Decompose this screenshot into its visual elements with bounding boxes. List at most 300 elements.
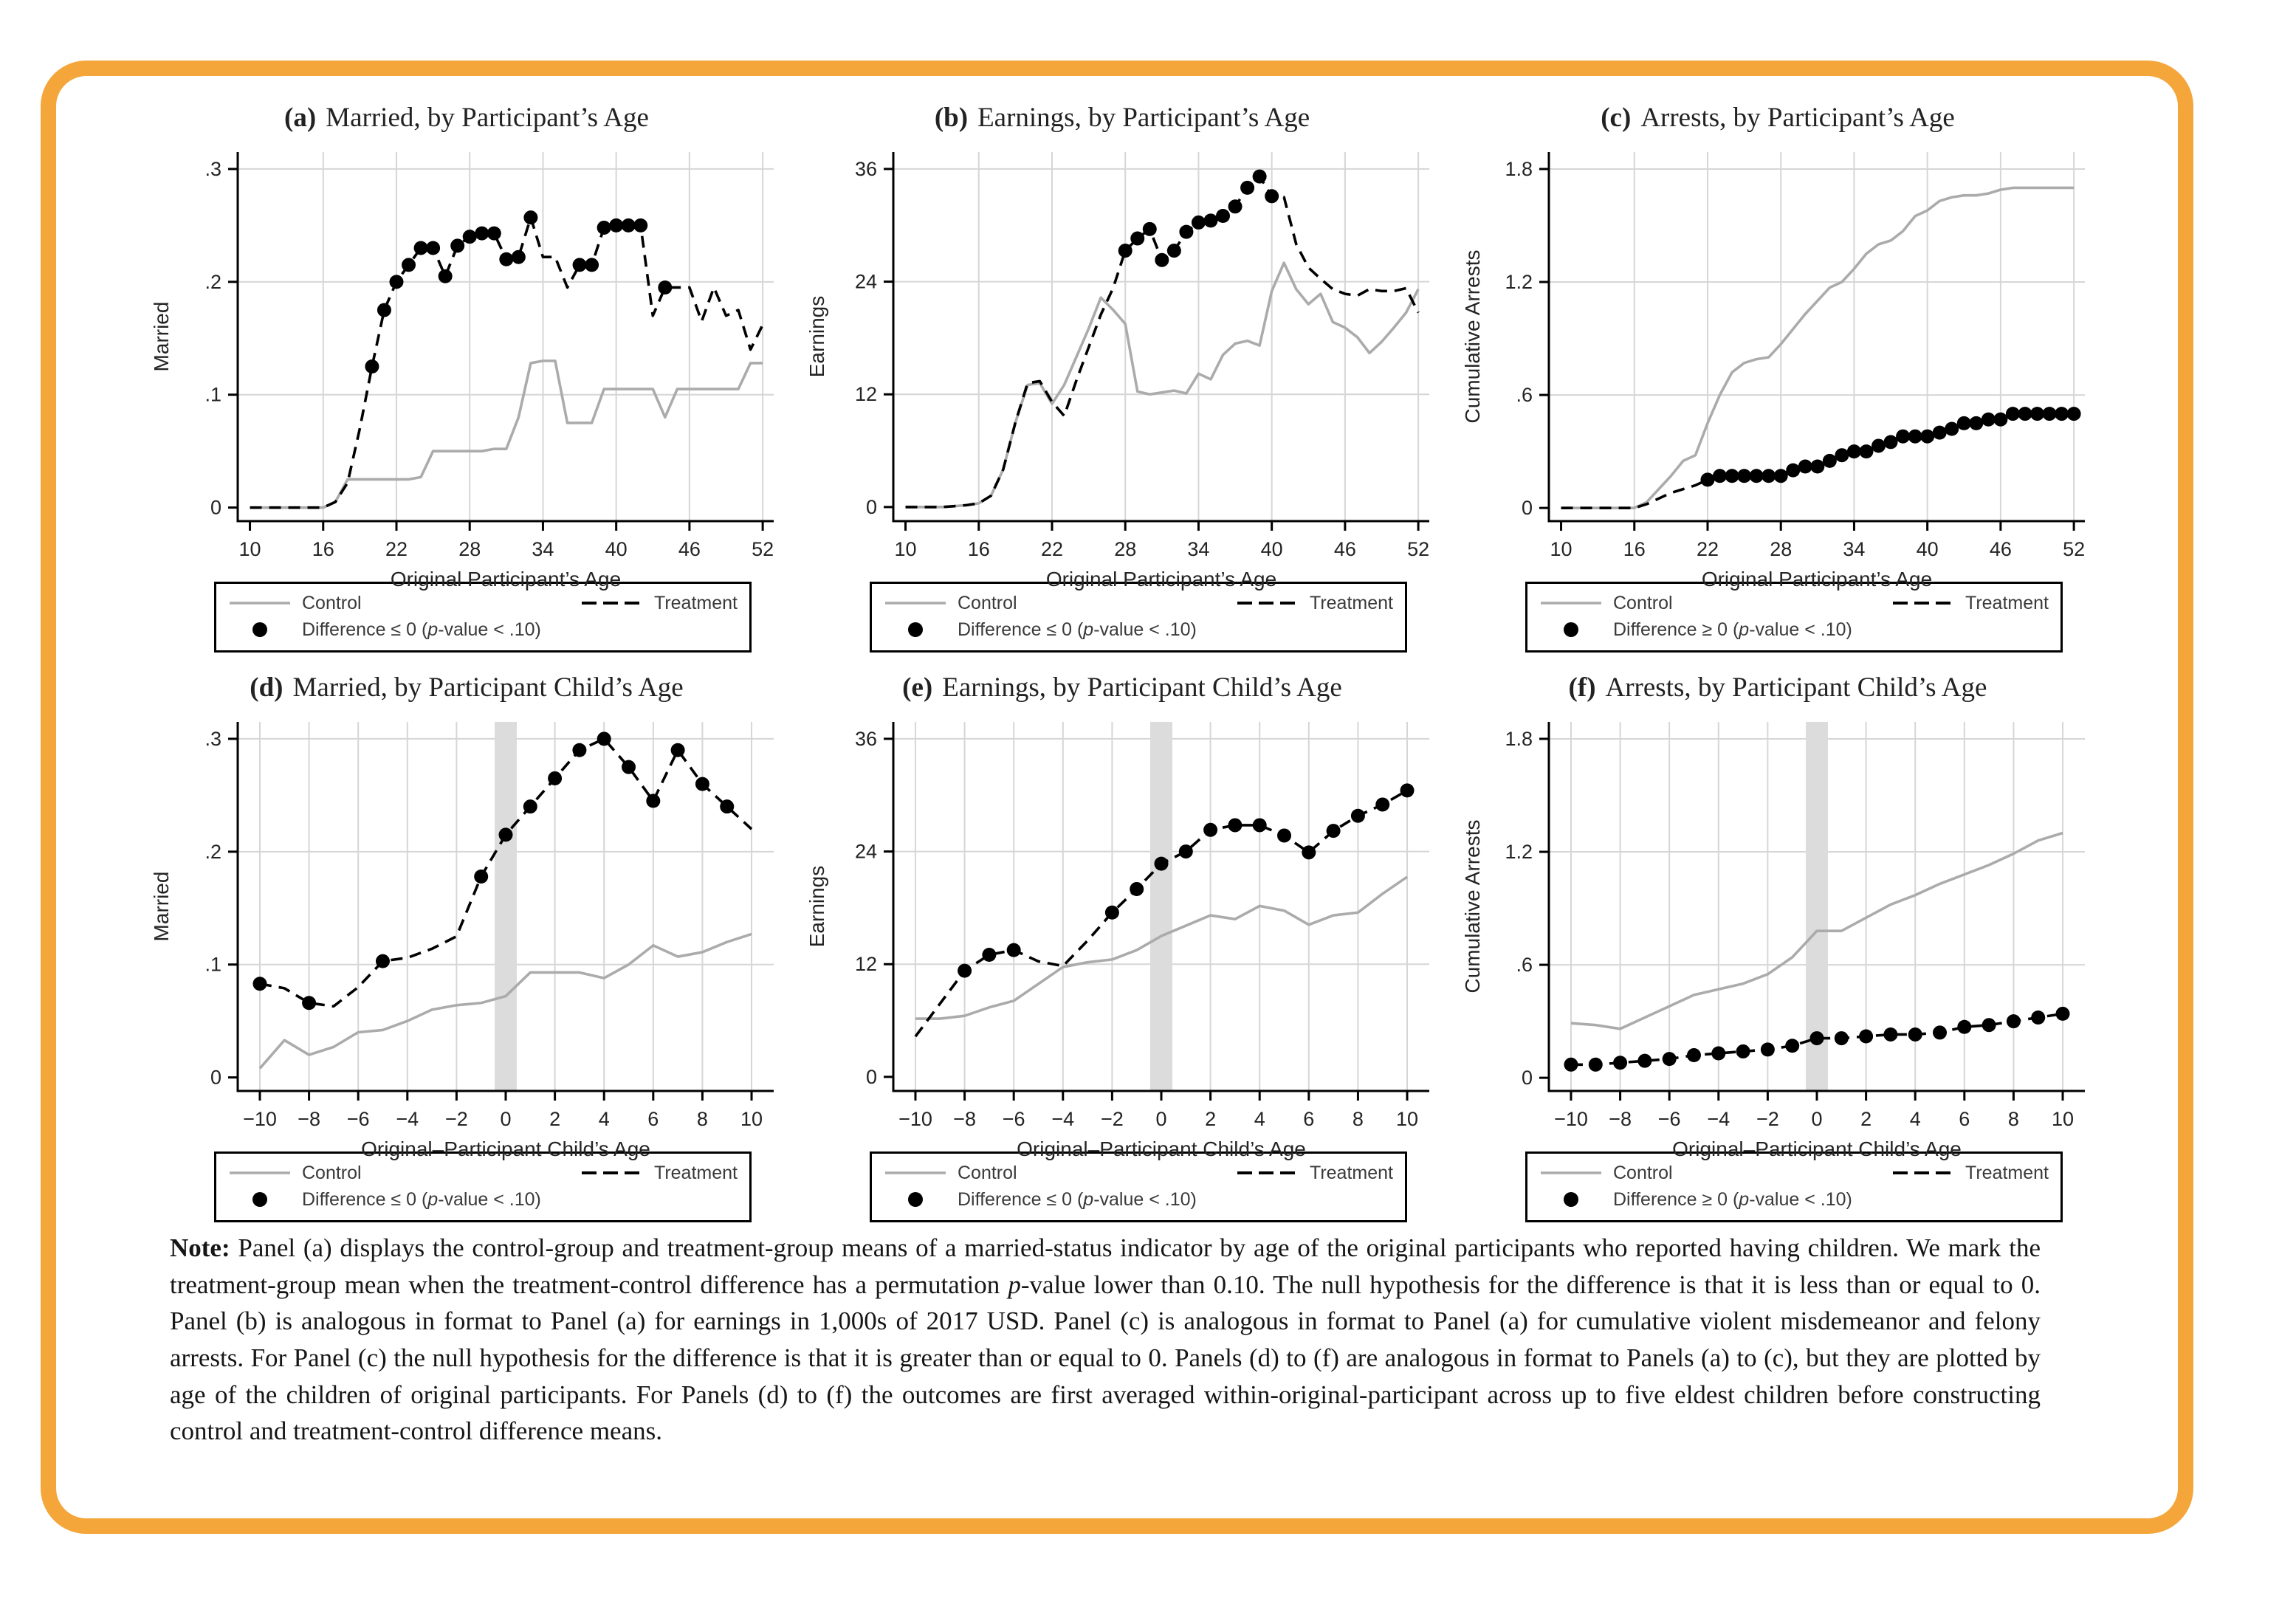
- y-axis-title: Cumulative Arrests: [1461, 249, 1484, 424]
- x-tick-label: −8: [953, 1108, 976, 1130]
- significance-marker: [1277, 828, 1291, 842]
- significance-marker: [523, 799, 537, 813]
- x-tick-label: 10: [1396, 1108, 1419, 1130]
- panel-label: (b): [934, 103, 969, 133]
- x-tick-label: 10: [740, 1108, 763, 1130]
- significance-marker: [376, 954, 390, 968]
- legend-box: [870, 582, 1407, 653]
- y-tick-label: .6: [1516, 384, 1533, 407]
- legend-row-difference: [228, 616, 738, 643]
- x-tick-label: 10: [2052, 1108, 2075, 1130]
- panel-title-text: Earnings, by Participant Child’s Age: [942, 672, 1342, 703]
- significance-marker: [1933, 1025, 1947, 1039]
- legend-row-difference: [228, 1186, 738, 1213]
- control-line: [250, 361, 763, 508]
- treatment-line: [906, 176, 1419, 507]
- legend-treatment-label: Treatment: [1965, 592, 2049, 613]
- significance-marker: [1981, 413, 1996, 427]
- significance-marker: [1859, 444, 1873, 458]
- y-axis-title: Cumulative Arrests: [1461, 819, 1484, 994]
- significance-marker: [1982, 1018, 1996, 1032]
- significance-marker: [1143, 222, 1157, 236]
- significance-marker: [1302, 845, 1316, 859]
- legend-difference-label: Difference ≤ 0 (p-value < .10): [958, 1188, 1197, 1210]
- y-tick-label: 0: [865, 495, 877, 518]
- significance-marker: [1920, 430, 1934, 444]
- x-tick-label: −4: [396, 1108, 419, 1130]
- significance-marker: [1945, 422, 1959, 436]
- panel-title: [797, 672, 1447, 707]
- significance-marker: [585, 258, 599, 272]
- x-tick-label: −6: [1002, 1108, 1025, 1130]
- legend-box: [214, 582, 752, 653]
- control-line-sample: [884, 600, 947, 606]
- significance-marker: [463, 230, 477, 244]
- x-tick-label: 46: [1333, 538, 1356, 560]
- significance-marker: [2031, 1011, 2045, 1025]
- significance-marker: [1216, 209, 1230, 223]
- significance-marker: [1203, 213, 1217, 227]
- significance-marker: [2055, 407, 2069, 421]
- x-tick-label: −8: [1609, 1108, 1632, 1130]
- y-tick-label: .3: [204, 157, 221, 180]
- legend-row-lines: [228, 590, 738, 616]
- x-tick-label: 16: [1623, 538, 1646, 560]
- legend-box: [214, 1151, 752, 1222]
- x-axis-title: Original–Participant Child’s Age: [1017, 1137, 1306, 1160]
- significance-marker: [1253, 170, 1267, 184]
- significance-marker: [252, 977, 267, 991]
- legend-treatment-label: Treatment: [1309, 592, 1393, 613]
- difference-marker-sample: [228, 1191, 292, 1208]
- x-tick-label: 6: [1303, 1108, 1315, 1130]
- zero-age-band: [495, 722, 517, 1091]
- significance-marker: [1179, 225, 1193, 239]
- x-axis-title: Original Participant’s Age: [390, 568, 622, 591]
- significance-marker: [1957, 1020, 1971, 1034]
- significance-marker: [982, 948, 996, 962]
- panel-label: (e): [902, 672, 933, 703]
- legend-row-lines: [884, 590, 1393, 616]
- y-tick-label: 0: [1521, 497, 1533, 520]
- significance-marker: [475, 227, 489, 241]
- significance-marker: [1687, 1048, 1701, 1062]
- x-axis-title: Original Participant’s Age: [1701, 568, 1933, 591]
- significance-marker: [1589, 1058, 1603, 1072]
- significance-marker: [1871, 438, 1886, 452]
- legend-row-lines: [1539, 1160, 2049, 1186]
- note-segment: -value lower than 0.10. The null hypothesis for the difference is that it is less than or equal to 0. Panel (b) is analogous in format to Panel (a) for earnings in 1,000s of 2017 USD. Panel (c) is analogous in format to Panel (a) for cumulative violent misdemeanor and felony arrests. For Panel (c) the null hypothesis for the difference is that it is greater than or equal to 0. Panels (d) to (f) are analogous in format to Panels (a) to (c), but they are plotted by age of the children of original participants. For Panels (d) to (f) the outcomes are first averaged within-original-participant across up to five eldest children before constructing control and treatment-control difference means.: [170, 1270, 2041, 1446]
- y-tick-label: .1: [204, 953, 221, 976]
- y-tick-label: 36: [854, 157, 877, 180]
- significance-marker: [1933, 426, 1947, 440]
- y-tick-label: 12: [854, 953, 877, 976]
- significance-marker: [499, 252, 513, 266]
- x-tick-label: 2: [1860, 1108, 1872, 1130]
- significance-marker: [402, 258, 416, 272]
- difference-marker-sample: [228, 621, 292, 638]
- legend-treatment-label: Treatment: [1965, 1162, 2049, 1183]
- difference-marker-sample: [1539, 621, 1603, 638]
- significance-marker: [1228, 199, 1242, 213]
- x-tick-label: 40: [1916, 538, 1939, 560]
- y-tick-label: 0: [210, 496, 221, 519]
- significance-marker: [1663, 1052, 1677, 1066]
- significance-marker: [1810, 1031, 1824, 1045]
- x-tick-label: 46: [678, 538, 701, 560]
- significance-marker: [414, 241, 428, 255]
- significance-marker: [1774, 469, 1788, 483]
- significance-marker: [1167, 244, 1181, 258]
- x-axis-title: Original–Participant Child’s Age: [1672, 1137, 1962, 1160]
- y-axis-title: Earnings: [805, 865, 828, 948]
- y-tick-label: 24: [854, 270, 877, 293]
- y-tick-label: .6: [1516, 954, 1533, 977]
- significance-marker: [1613, 1056, 1627, 1070]
- significance-marker: [1130, 232, 1144, 246]
- x-tick-label: −10: [1554, 1108, 1588, 1130]
- y-tick-label: 1.2: [1505, 841, 1533, 864]
- legend-difference-label: Difference ≤ 0 (p-value < .10): [302, 1188, 541, 1210]
- significance-marker: [609, 218, 623, 233]
- x-tick-label: 28: [1114, 538, 1137, 560]
- legend-difference-label: Difference ≤ 0 (p-value < .10): [302, 619, 541, 640]
- significance-marker: [1993, 413, 2007, 427]
- significance-marker: [1750, 469, 1764, 483]
- x-tick-label: 0: [500, 1108, 512, 1130]
- x-tick-label: 28: [1770, 538, 1793, 560]
- significance-marker: [1823, 454, 1837, 468]
- y-tick-label: .3: [204, 727, 221, 750]
- x-tick-label: −10: [898, 1108, 932, 1130]
- note-segment: Note:: [170, 1233, 230, 1262]
- significance-marker: [426, 241, 440, 255]
- treatment-line-sample: [1236, 600, 1299, 606]
- significance-marker: [1105, 906, 1119, 920]
- legend-box: [870, 1151, 1407, 1222]
- chart-arrests-by-participant-age: [1453, 137, 2103, 591]
- y-tick-label: 12: [854, 383, 877, 406]
- significance-marker: [1835, 448, 1849, 462]
- significance-marker: [523, 210, 537, 224]
- chart-married-by-participant-age: [142, 137, 791, 591]
- significance-marker: [1375, 797, 1389, 811]
- x-tick-label: −6: [1657, 1108, 1681, 1130]
- control-line-sample: [228, 1170, 292, 1176]
- significance-marker: [1564, 1058, 1578, 1072]
- x-tick-label: 40: [1260, 538, 1283, 560]
- significance-marker: [633, 218, 647, 233]
- x-tick-label: −6: [346, 1108, 370, 1130]
- x-axis-title: Original–Participant Child’s Age: [361, 1137, 650, 1160]
- significance-marker: [2018, 407, 2032, 421]
- significance-marker: [450, 238, 464, 252]
- chart-arrests-by-child-age: [1453, 707, 2103, 1160]
- significance-marker: [1736, 1044, 1750, 1058]
- significance-marker: [1327, 824, 1341, 838]
- x-tick-label: 2: [1205, 1108, 1217, 1130]
- x-tick-label: 8: [696, 1108, 708, 1130]
- significance-marker: [474, 870, 488, 884]
- y-tick-label: 0: [865, 1065, 877, 1088]
- chart-earnings-by-child-age: [797, 707, 1447, 1160]
- y-axis-title: Married: [150, 871, 173, 942]
- x-tick-label: −2: [1756, 1108, 1779, 1130]
- panel-e-earnings-by-child-age: [797, 672, 1447, 1222]
- panel-title-text: Arrests, by Participant Child’s Age: [1605, 672, 1987, 703]
- significance-marker: [1711, 1046, 1725, 1060]
- x-tick-label: 34: [1187, 538, 1210, 560]
- x-tick-label: −8: [298, 1108, 320, 1130]
- panel-title: [797, 102, 1447, 137]
- legend-row-lines: [1539, 590, 2049, 616]
- legend-control-label: Control: [958, 1162, 1017, 1183]
- significance-marker: [377, 303, 391, 317]
- panel-title: [1453, 102, 2103, 137]
- legend-row-difference: [1539, 616, 2049, 643]
- significance-marker: [1785, 1039, 1799, 1053]
- significance-marker: [1155, 857, 1169, 871]
- legend-row-lines: [228, 1160, 738, 1186]
- treatment-line-sample: [1236, 1170, 1299, 1176]
- y-tick-label: .2: [204, 270, 221, 293]
- significance-marker: [1155, 253, 1169, 267]
- y-tick-label: 1.8: [1505, 157, 1533, 180]
- x-tick-label: −4: [1051, 1108, 1075, 1130]
- x-tick-label: 52: [1407, 538, 1430, 560]
- significance-marker: [572, 743, 586, 757]
- significance-marker: [1007, 943, 1021, 957]
- legend-row-difference: [884, 1186, 1393, 1213]
- control-line: [906, 263, 1419, 507]
- control-line-sample: [228, 600, 292, 606]
- zero-age-band: [1150, 722, 1172, 1091]
- panel-label: (f): [1568, 672, 1596, 703]
- x-tick-label: 40: [605, 538, 628, 560]
- y-axis-title: Married: [150, 301, 173, 372]
- significance-marker: [646, 794, 660, 808]
- x-tick-label: 52: [2063, 538, 2086, 560]
- significance-marker: [1351, 809, 1365, 823]
- note-segment: p: [1008, 1270, 1021, 1299]
- significance-marker: [658, 280, 672, 295]
- significance-marker: [597, 731, 611, 746]
- y-tick-label: 36: [854, 727, 877, 750]
- x-tick-label: −2: [444, 1108, 468, 1130]
- x-tick-label: 0: [1155, 1108, 1167, 1130]
- significance-marker: [597, 221, 611, 235]
- legend-box: [1525, 1151, 2063, 1222]
- legend-box: [1525, 582, 2063, 653]
- significance-marker: [2030, 407, 2044, 421]
- significance-marker: [2056, 1007, 2070, 1021]
- x-tick-label: 22: [1696, 538, 1719, 560]
- legend-difference-label: Difference ≥ 0 (p-value < .10): [1613, 1188, 1852, 1210]
- x-tick-label: 8: [1352, 1108, 1364, 1130]
- treatment-line-sample: [1891, 600, 1955, 606]
- panel-title-text: Arrests, by Participant’s Age: [1640, 103, 1955, 133]
- difference-marker-sample: [884, 1191, 947, 1208]
- legend-control-label: Control: [1613, 1162, 1673, 1183]
- y-tick-label: .1: [204, 383, 221, 406]
- note-segment: Panel (a) displays the control-group and treatment-group means of a married-status indicator by age of the original participants who reported having children. We mark the treatment-group mean when the treatment-control difference has a permutation: [170, 1233, 2041, 1299]
- treatment-line-sample: [580, 600, 644, 606]
- legend-difference-label: Difference ≥ 0 (p-value < .10): [1613, 619, 1852, 640]
- significance-marker: [1265, 189, 1279, 203]
- panel-title-text: Married, by Participant’s Age: [326, 103, 649, 133]
- significance-marker: [1203, 823, 1217, 837]
- significance-marker: [1835, 1031, 1849, 1045]
- significance-marker: [512, 250, 526, 264]
- x-tick-label: 22: [385, 538, 408, 560]
- panel-title: [142, 672, 791, 707]
- x-axis-title: Original Participant’s Age: [1045, 568, 1277, 591]
- x-tick-label: 22: [1040, 538, 1064, 560]
- significance-marker: [1883, 1027, 1897, 1042]
- panel-d-married-by-child-age: [142, 672, 791, 1222]
- significance-marker: [1400, 783, 1415, 797]
- significance-marker: [1896, 430, 1910, 444]
- significance-marker: [622, 218, 636, 233]
- chart-married-by-child-age: [142, 707, 791, 1160]
- significance-marker: [2006, 407, 2020, 421]
- significance-marker: [1908, 1027, 1922, 1042]
- panel-title-text: Married, by Participant Child’s Age: [292, 672, 684, 703]
- y-tick-label: 0: [1521, 1067, 1533, 1089]
- significance-marker: [1700, 472, 1714, 486]
- x-tick-label: 52: [752, 538, 774, 560]
- significance-marker: [573, 258, 587, 272]
- legend-treatment-label: Treatment: [1309, 1162, 1393, 1183]
- significance-marker: [499, 827, 513, 841]
- x-tick-label: 4: [1909, 1108, 1921, 1130]
- x-tick-label: 4: [1254, 1108, 1265, 1130]
- figure-note: [170, 1230, 2041, 1450]
- difference-marker-sample: [884, 621, 947, 638]
- control-line-sample: [1539, 600, 1603, 606]
- x-tick-label: −10: [243, 1108, 277, 1130]
- x-tick-label: 34: [1843, 538, 1866, 560]
- significance-marker: [1713, 469, 1727, 483]
- significance-marker: [1761, 1042, 1775, 1056]
- y-tick-label: 1.8: [1505, 727, 1533, 750]
- x-tick-label: −4: [1707, 1108, 1730, 1130]
- legend-row-difference: [884, 616, 1393, 643]
- legend-difference-label: Difference ≤ 0 (p-value < .10): [958, 619, 1197, 640]
- x-tick-label: 4: [598, 1108, 610, 1130]
- legend-control-label: Control: [1613, 592, 1673, 613]
- x-tick-label: 0: [1811, 1108, 1823, 1130]
- significance-marker: [1118, 244, 1132, 258]
- panel-f-arrests-by-child-age: [1453, 672, 2103, 1222]
- significance-marker: [720, 799, 734, 813]
- panel-label: (c): [1601, 103, 1632, 133]
- panel-title: [142, 102, 791, 137]
- significance-marker: [1798, 460, 1812, 474]
- y-axis-title: Earnings: [805, 295, 828, 378]
- x-tick-label: 6: [1959, 1108, 1970, 1130]
- x-tick-label: 28: [458, 538, 481, 560]
- significance-marker: [622, 760, 636, 774]
- significance-marker: [1253, 818, 1267, 832]
- x-tick-label: −2: [1100, 1108, 1124, 1130]
- legend-treatment-label: Treatment: [653, 1162, 738, 1183]
- x-tick-label: 10: [1550, 538, 1573, 560]
- x-tick-label: 10: [894, 538, 917, 560]
- x-tick-label: 8: [2007, 1108, 2019, 1130]
- significance-marker: [958, 964, 972, 978]
- legend-row-difference: [1539, 1186, 2049, 1213]
- x-tick-label: 16: [312, 538, 334, 560]
- significance-marker: [1969, 416, 1983, 430]
- significance-marker: [1192, 216, 1206, 230]
- significance-marker: [1130, 882, 1144, 896]
- panel-label: (d): [250, 672, 283, 703]
- significance-marker: [1725, 469, 1739, 483]
- significance-marker: [1637, 1054, 1651, 1068]
- legend-row-lines: [884, 1160, 1393, 1186]
- panel-a-married-by-participant-age: [142, 102, 791, 653]
- significance-marker: [1240, 181, 1254, 195]
- significance-marker: [389, 275, 403, 289]
- significance-marker: [1884, 435, 1898, 449]
- y-tick-label: .2: [204, 840, 221, 863]
- treatment-line-sample: [580, 1170, 644, 1176]
- x-tick-label: 2: [549, 1108, 561, 1130]
- legend-control-label: Control: [958, 592, 1017, 613]
- panel-grid: [142, 102, 2103, 1222]
- significance-marker: [1957, 416, 1971, 430]
- significance-marker: [1179, 844, 1193, 858]
- significance-marker: [1737, 469, 1751, 483]
- x-tick-label: 6: [647, 1108, 659, 1130]
- significance-marker: [1761, 469, 1776, 483]
- significance-marker: [487, 227, 501, 241]
- y-tick-label: 24: [854, 840, 877, 863]
- y-tick-label: 1.2: [1505, 271, 1533, 294]
- control-line-sample: [1539, 1170, 1603, 1176]
- panel-title-text: Earnings, by Participant’s Age: [977, 103, 1310, 133]
- legend-treatment-label: Treatment: [653, 592, 738, 613]
- significance-marker: [1908, 430, 1922, 444]
- control-line-sample: [884, 1170, 947, 1176]
- panel-title: [1453, 672, 2103, 707]
- panel-c-arrests-by-participant-age: [1453, 102, 2103, 653]
- significance-marker: [671, 743, 685, 757]
- significance-marker: [1228, 818, 1242, 832]
- significance-marker: [439, 269, 453, 283]
- x-tick-label: 34: [532, 538, 554, 560]
- significance-marker: [1786, 464, 1800, 478]
- significance-marker: [1859, 1030, 1873, 1044]
- panel-b-earnings-by-participant-age: [797, 102, 1447, 653]
- significance-marker: [2067, 407, 2081, 421]
- x-tick-label: 16: [967, 538, 990, 560]
- significance-marker: [695, 777, 709, 791]
- significance-marker: [302, 996, 316, 1010]
- significance-marker: [1810, 460, 1824, 474]
- chart-earnings-by-participant-age: [797, 137, 1447, 591]
- significance-marker: [548, 771, 562, 785]
- x-tick-label: 46: [1989, 538, 2012, 560]
- legend-control-label: Control: [302, 592, 362, 613]
- treatment-line-sample: [1891, 1170, 1955, 1176]
- difference-marker-sample: [1539, 1191, 1603, 1208]
- significance-marker: [2043, 407, 2057, 421]
- y-tick-label: 0: [210, 1066, 221, 1089]
- legend-control-label: Control: [302, 1162, 362, 1183]
- x-tick-label: 10: [238, 538, 261, 560]
